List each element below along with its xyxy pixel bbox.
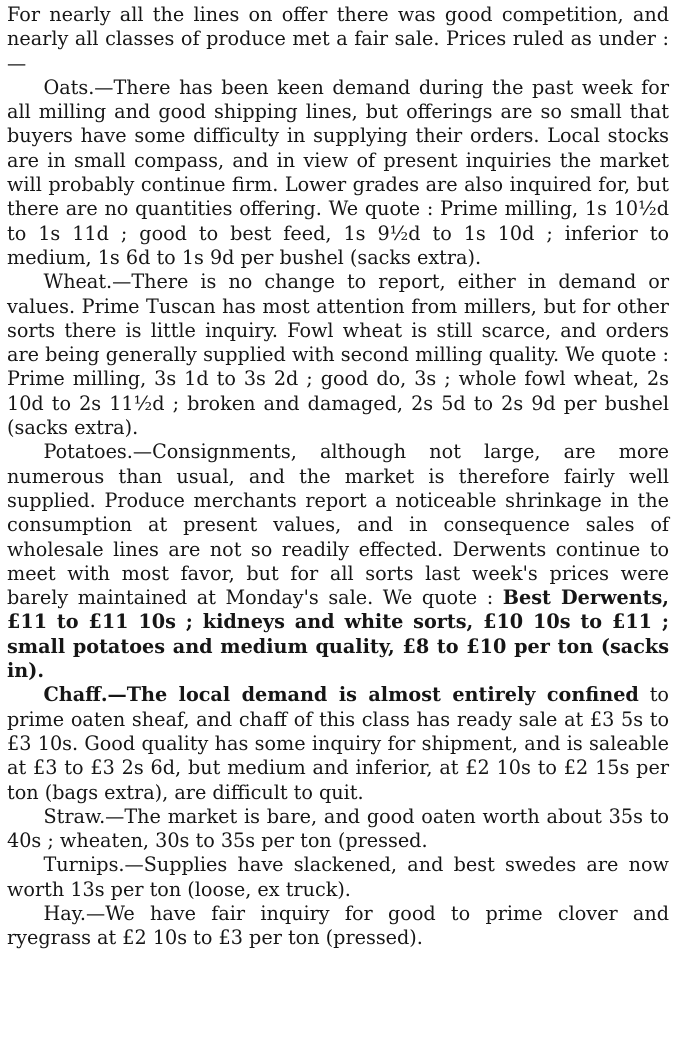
oats-heading: Oats.— bbox=[43, 75, 114, 99]
hay-paragraph bbox=[7, 902, 669, 951]
straw-paragraph bbox=[7, 805, 669, 854]
intro-paragraph: For nearly all the lines on offer there was good competition, and nearly all classes of produce met a fair sale. Prices ruled as under :— bbox=[7, 3, 669, 75]
chaff-paragraph bbox=[7, 683, 669, 804]
oats-paragraph bbox=[7, 76, 669, 270]
hay-text: We have fair inquiry for good to prime clover and ryegrass at £2 10s to £3 per ton (pressed). bbox=[7, 901, 669, 950]
potatoes-heading: Potatoes.— bbox=[43, 440, 153, 464]
turnips-paragraph bbox=[7, 853, 669, 902]
potatoes-quote: Best Derwents, £11 to £11 10s ; kidneys and white sorts, £10 10s to £11 ; small potatoes and medium quality, £8 to £10 per ton (sacks in). bbox=[7, 586, 669, 683]
chaff-lead-text: The local demand is almost entirely confined bbox=[126, 683, 639, 707]
wheat-text: There is no change to report, either in demand or values. Prime Tuscan has most attention from millers, but for other sorts there is little inquiry. Fowl wheat is still scarce, and orders are being generally supplied with second milling quality. We quote : Prime milling, 3s 1d to 3s 2d ; good do, 3s ; whole fowl wheat, 2s 10d to 2s 11½d ; broken and damaged, 2s 5d to 2s 9d per bushel (sacks extra). bbox=[7, 270, 669, 440]
turnips-heading: Turnips.— bbox=[43, 853, 144, 877]
straw-text: The market is bare, and good oaten worth about 35s to 40s ; wheaten, 30s to 35s per ton (pressed. bbox=[7, 804, 669, 853]
chaff-text: to prime oaten sheaf, and chaff of this class has ready sale at £3 5s to £3 10s. Good quality has some inquiry for shipment, and is saleable at £3 to £3 2s 6d, but medium and inferior, at £2 10s to £2 15s per ton (bags extra), are difficult to quit. bbox=[7, 683, 669, 804]
turnips-text: Supplies have slackened, and best swedes are now worth 13s per ton (loose, ex truck). bbox=[7, 853, 669, 901]
wheat-paragraph bbox=[7, 270, 669, 440]
hay-heading: Hay.— bbox=[43, 901, 106, 925]
chaff-heading: Chaff.— bbox=[43, 683, 127, 707]
straw-heading: Straw.— bbox=[43, 804, 125, 828]
oats-text: There has been keen demand during the past week for all milling and good shipping lines, but offerings are so small that buyers have some difficulty in supplying their orders. Local stocks are in small compass, and in view of present inquiries the market will probably continue firm. Lower grades are also inquired for, but there are no quantities offering. We quote : Prime milling, 1s 10½d to 1s 11d ; good to best feed, 1s 9½d to 1s 10d ; inferior to medium, 1s 6d to 1s 9d per bushel (sacks extra). bbox=[7, 75, 669, 269]
potatoes-paragraph bbox=[7, 440, 669, 683]
wheat-heading: Wheat.— bbox=[43, 270, 132, 294]
potatoes-text: Consignments, although not large, are more numerous than usual, and the market is therefore fairly well supplied. Produce merchants report a noticeable shrinkage in the consumption at present values, and in consequence sales of wholesale lines are not so readily effected. Derwents continue to meet with most favor, but for all sorts last week's prices were barely maintained at Monday's sale. We quote : bbox=[7, 440, 669, 610]
